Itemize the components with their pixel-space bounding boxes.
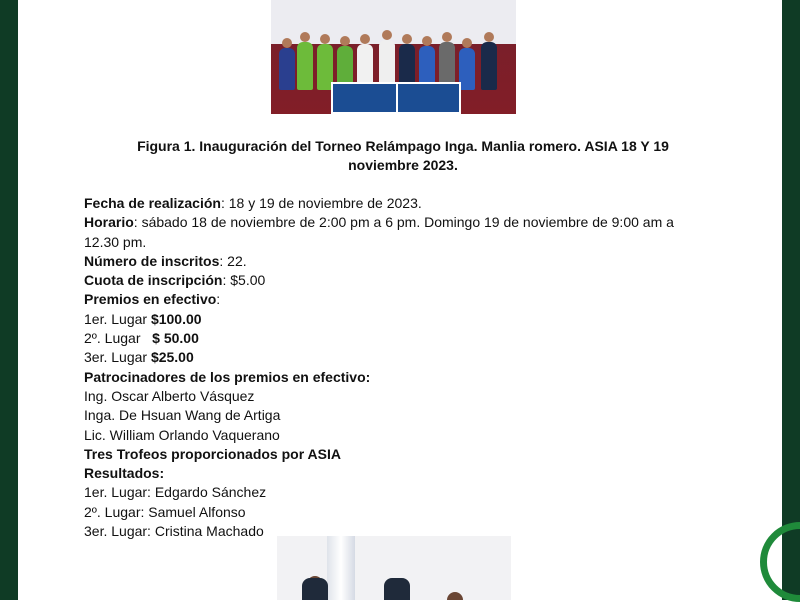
result-item: 1er. Lugar: Edgardo Sánchez: [84, 484, 267, 501]
cuota-row: [84, 271, 734, 290]
event-details: [84, 194, 734, 541]
sponsor-item: Lic. William Orlando Vaquerano: [84, 426, 280, 443]
prize-amount: $100.00: [150, 310, 202, 327]
horario-label: Horario: [84, 214, 134, 231]
premios-label: Premios en efectivo: [84, 291, 217, 308]
document-page: [18, 0, 782, 600]
inscritos-label: Número de inscritos: [84, 252, 220, 269]
result-item: 2º. Lugar: Samuel Alfonso: [84, 503, 246, 520]
result-item: 3er. Lugar: Cristina Machado: [84, 523, 264, 540]
sponsor-item: Inga. De Hsuan Wang de Artiga: [84, 407, 281, 424]
premios-row: [84, 290, 734, 309]
prize-place: 2º. Lugar: [84, 330, 153, 347]
inscritos-row: [84, 252, 734, 271]
inscritos-value: : 22.: [219, 252, 247, 269]
prize-row: [84, 310, 734, 329]
prize-row: [84, 348, 734, 367]
cuota-value: : $5.00: [222, 272, 266, 289]
fecha-value: : 18 y 19 de noviembre de 2023.: [220, 195, 422, 211]
results-label: Resultados:: [84, 465, 165, 482]
caption-line-2: noviembre 2023.: [348, 157, 458, 173]
premios-colon: :: [216, 291, 221, 308]
ping-pong-table: [331, 82, 461, 114]
flag: [327, 536, 355, 600]
right-border: [782, 0, 800, 600]
prize-amount: $ 50.00: [152, 330, 199, 347]
tournament-group-photo: [271, 0, 516, 114]
sponsor-item: Ing. Oscar Alberto Vásquez: [84, 387, 255, 404]
figure-caption: [88, 137, 718, 175]
prize-place: 1er. Lugar: [84, 310, 151, 327]
horario-row: [84, 213, 734, 232]
horario-value: : sábado 18 de noviembre de 2:00 pm a 6 pm. Domingo 19 de noviembre de 9:00 am a: [133, 214, 674, 231]
left-border: [0, 0, 18, 600]
prize-row: [84, 329, 734, 348]
caption-line-1: Figura 1. Inauguración del Torneo Relámpago Inga. Manlia romero. ASIA 18 Y 19: [137, 138, 669, 154]
fecha-label: Fecha de realización: [84, 195, 221, 211]
horario-row-cont: 12.30 pm.: [84, 233, 147, 250]
prize-place: 3er. Lugar: [84, 349, 151, 366]
cuota-label: Cuota de inscripción: [84, 272, 223, 289]
fecha-row: [84, 194, 734, 213]
winners-photo: [277, 536, 511, 600]
prize-amount: $25.00: [150, 349, 194, 366]
trophies-line: Tres Trofeos proporcionados por ASIA: [84, 445, 341, 462]
sponsors-label: Patrocinadores de los premios en efectivo:: [84, 368, 371, 385]
